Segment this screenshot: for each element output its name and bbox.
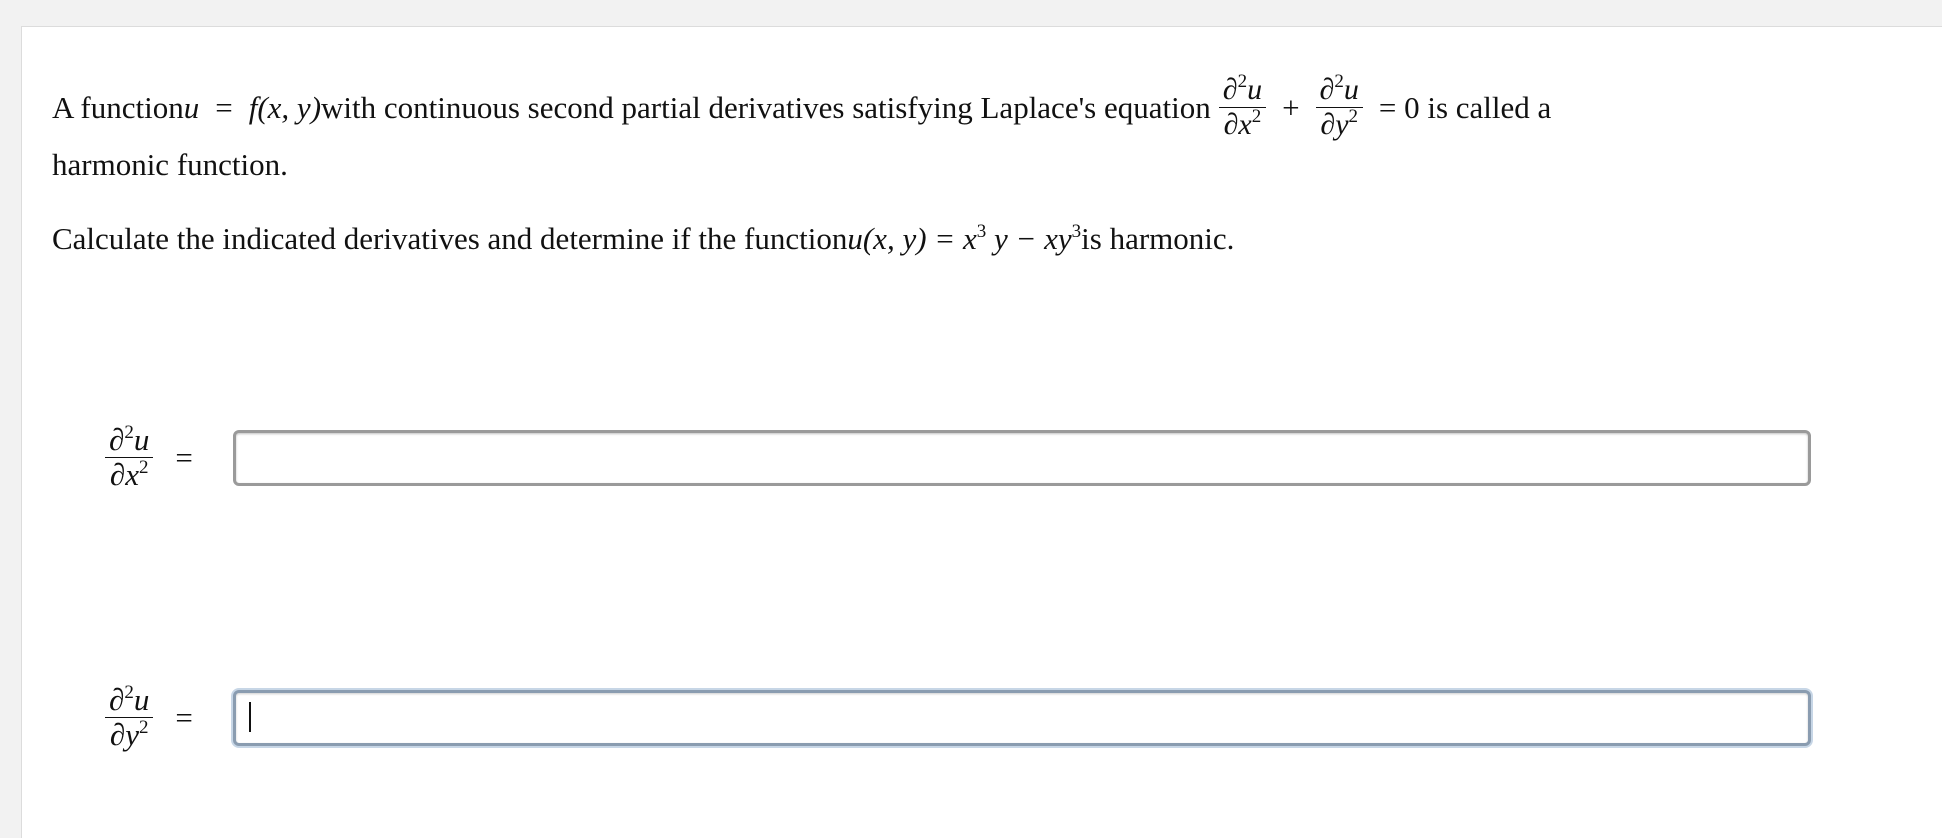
intro-text-2: with continuous second partial derivatives satisfying Laplace's equation <box>321 89 1211 125</box>
intro-var-u: u <box>183 89 200 125</box>
fraction-numerator: ∂$^2$u <box>1319 71 1359 106</box>
fraction-numerator: ∂$^2$u <box>1222 71 1263 106</box>
intro-text-1: A function <box>52 89 184 125</box>
task-line <box>52 221 1234 257</box>
laplace-fraction-y <box>1316 73 1363 142</box>
task-function: u(x, $y) = x^3$ $y - xy^3$ <box>847 221 1082 256</box>
answer-row-d2u-dx2 <box>97 423 1811 492</box>
intro-function: f(x, y) <box>248 89 322 125</box>
fraction-numerator: ∂$^2$u <box>109 422 150 457</box>
fraction-denominator: $\partial x^2$ <box>109 457 149 492</box>
question-panel <box>21 26 1942 838</box>
equals-sign: = <box>175 699 193 735</box>
fraction-numerator: ∂$^2$u <box>109 682 150 717</box>
fraction-denominator: $\partial y^2$ <box>1320 106 1359 141</box>
text-caret <box>249 702 251 732</box>
equals-sign: = <box>175 439 193 475</box>
intro-equals: = <box>215 89 233 125</box>
laplace-fraction-x <box>1219 73 1266 142</box>
d2u-dx2-input[interactable] <box>233 430 1811 486</box>
intro-text-3: = 0 is called a <box>1378 89 1552 125</box>
intro-line-1 <box>52 73 1551 142</box>
derivative-label-x <box>105 423 153 492</box>
fraction-denominator: $\partial y^2$ <box>109 717 149 752</box>
answer-row-d2u-dy2 <box>97 683 1811 752</box>
derivative-label-y <box>105 683 153 752</box>
laplace-plus: + <box>1282 89 1300 125</box>
answer-field-wrap <box>233 430 1811 486</box>
task-text-2: is harmonic. <box>1081 221 1235 256</box>
answer-field-wrap <box>233 690 1811 746</box>
task-text-1: Calculate the indicated derivatives and determine if the function <box>52 221 848 256</box>
intro-line-2: harmonic function. <box>52 147 288 182</box>
d2u-dy2-input[interactable] <box>233 690 1811 746</box>
fraction-denominator: $\partial x^2$ <box>1223 106 1262 141</box>
